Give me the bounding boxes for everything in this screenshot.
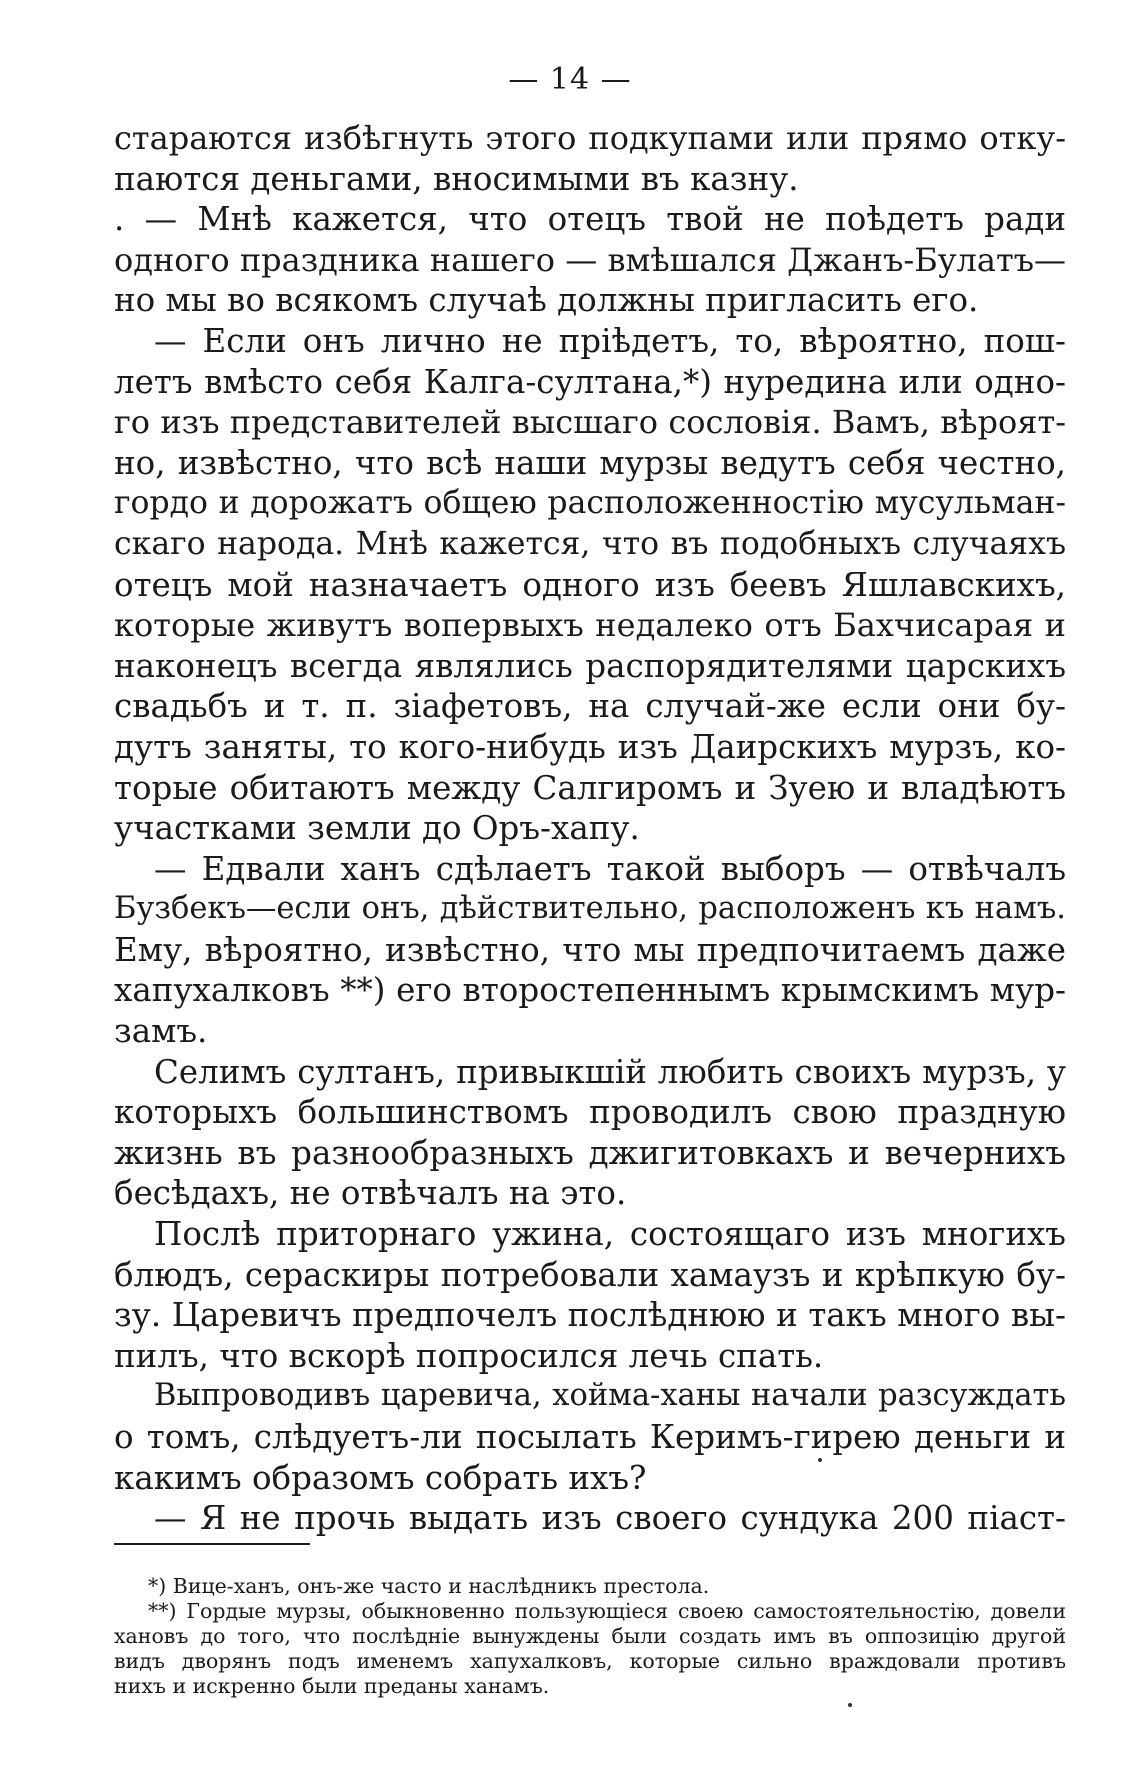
text-line: пилъ, что вскорѣ попросился лечь спать. xyxy=(114,1336,824,1375)
text-line: свадьбъ и т. п. зіафетовъ, на случай-же если они бу- xyxy=(114,687,1066,726)
text-line: о томъ, слѣдуетъ-ли посылать Керимъ-гирею деньги и xyxy=(114,1418,1066,1456)
footnote-line: хановъ до того, что послѣдніе вынуждены были создать имъ въ оппозицію другой xyxy=(114,1624,1066,1648)
footnote-separator xyxy=(114,1543,310,1545)
text-line: торые обитаютъ между Салгиромъ и Зуею и владѣютъ xyxy=(114,768,1066,807)
page-number: — 14 — xyxy=(508,62,632,97)
text-line: жизнь въ разнообразныхъ джигитовкахъ и вечернихъ xyxy=(114,1133,1066,1172)
text-line: одного праздника нашего — вмѣшался Джанъ-Булатъ— xyxy=(114,240,1066,279)
text-line: Бузбекъ—если онъ, дѣйствительно, расположенъ къ намъ. xyxy=(114,891,1066,927)
text-line: Ему, вѣроятно, извѣстно, что мы предпочитаемъ даже xyxy=(114,930,1066,969)
text-line: отецъ мой назначаетъ одного изъ беевъ Яшлавскихъ, xyxy=(114,565,1066,604)
text-line: гордо и дорожатъ общею расположенностію мусульман- xyxy=(114,485,1066,522)
footnote-line: *) Вице-ханъ, онъ-же часто и наслѣдникъ престола. xyxy=(148,1574,710,1598)
text-line: . — Мнѣ кажется, что отецъ твой не поѣдетъ ради xyxy=(114,200,1066,239)
text-line: хапухалковъ **) его второстепеннымъ крымскимъ мур- xyxy=(114,971,1066,1010)
text-line: замъ. xyxy=(114,1012,208,1051)
footnote-line: нихъ и искренно были преданы ханамъ. xyxy=(114,1674,550,1698)
text-line: скаго народа. Мнѣ кажется, что въ подобныхъ случаяхъ xyxy=(114,525,1066,562)
footnote-line: **) Гордые мурзы, обыкновенно пользующіеся своею самостоятельностію, довели xyxy=(148,1599,1066,1623)
footnotes xyxy=(114,1574,1066,1699)
text-line: Селимъ султанъ, привыкшій любить своихъ мурзъ, у xyxy=(154,1052,1066,1091)
text-line: летъ вмѣсто себя Калга-султана,*) нуредина или одно- xyxy=(114,362,1066,401)
text-line: участками земли до Оръ-хапу. xyxy=(114,809,640,848)
ink-speck xyxy=(818,1458,822,1462)
text-line: бесѣдахъ, не отвѣчалъ на это. xyxy=(114,1174,627,1213)
text-line: Выпроводивъ царевича, хойма-ханы начали разсуждать xyxy=(154,1378,1066,1414)
text-line: но мы во всякомъ случаѣ должны пригласить его. xyxy=(114,281,979,320)
text-line: которые живутъ вопервыхъ недалеко отъ Бахчисарая и xyxy=(114,606,1066,645)
text-line: дутъ заняты, то кого-нибудь изъ Даирскихъ мурзъ, ко- xyxy=(114,727,1066,766)
text-line: — Я не прочь выдать изъ своего сундука 200 піаст- xyxy=(154,1499,1066,1538)
text-line: но, извѣстно, что всѣ наши мурзы ведутъ себя честно, xyxy=(114,443,1066,482)
text-line: зу. Царевичъ предпочелъ послѣднюю и такъ много вы- xyxy=(114,1296,1066,1335)
text-line: Послѣ приторнаго ужина, состоящаго изъ многихъ xyxy=(154,1215,1066,1254)
footnote-line: видъ дворянъ подъ именемъ хапухалковъ, которые сильно враждовали противъ xyxy=(114,1649,1066,1673)
text-line: — Если онъ лично не пріѣдетъ, то, вѣроятно, пош- xyxy=(154,321,1066,360)
text-line: стараются избѣгнуть этого подкупами или прямо отку- xyxy=(114,119,1066,157)
body-text xyxy=(114,118,1066,1539)
text-line: наконецъ всегда являлись распорядителями царскихъ xyxy=(114,646,1066,685)
text-line: паются деньгами, вносимыми въ казну. xyxy=(114,159,799,198)
text-line: — Едвали ханъ сдѣлаетъ такой выборъ — отвѣчалъ xyxy=(154,849,1066,888)
ink-speck xyxy=(848,1703,852,1707)
text-line: го изъ представителей высшаго сословія. Вамъ, вѣроят- xyxy=(114,403,1066,442)
text-line: какимъ образомъ собрать ихъ? xyxy=(114,1458,647,1497)
text-line: блюдъ, сераскиры потребовали хамаузъ и крѣпкую бу- xyxy=(114,1255,1066,1294)
text-line: которыхъ большинствомъ проводилъ свою праздную xyxy=(114,1093,1066,1132)
